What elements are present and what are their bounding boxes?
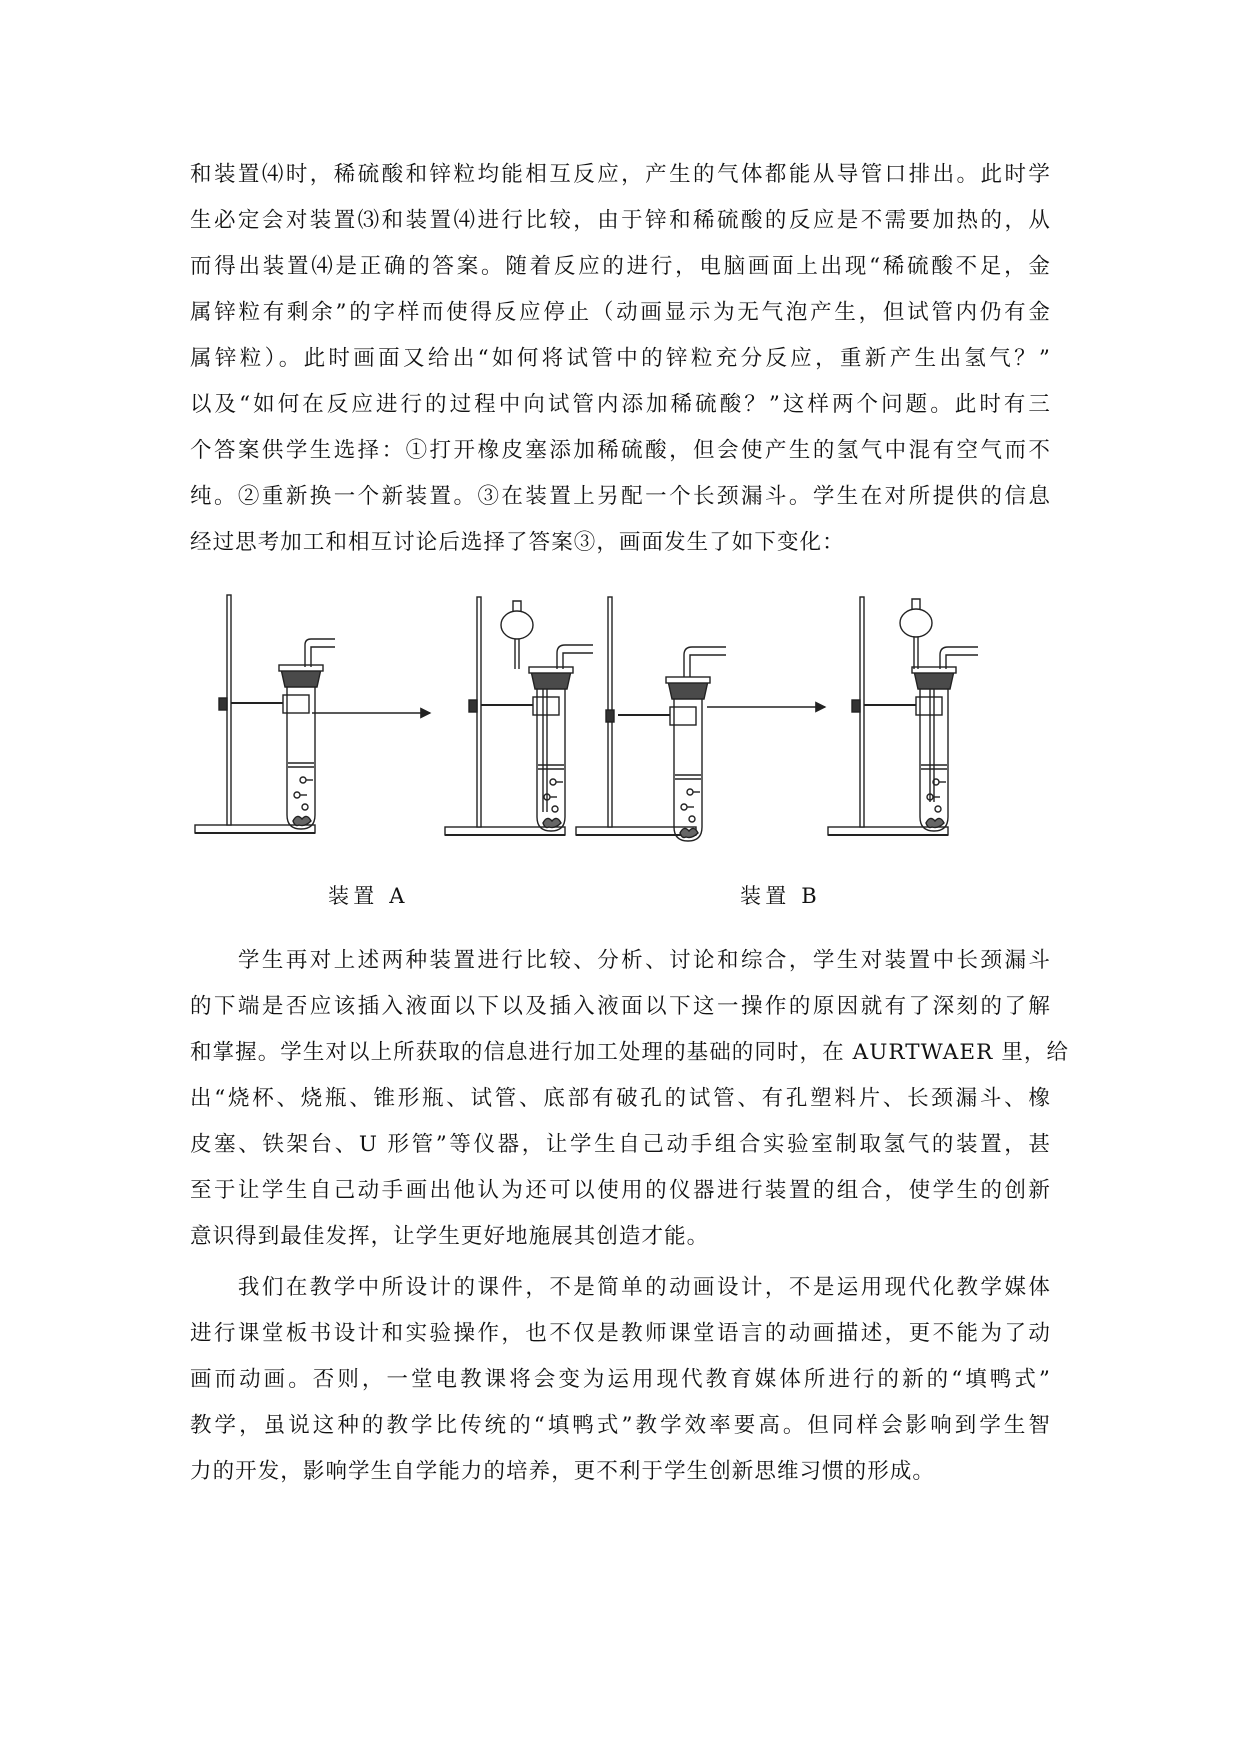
text-line: 至于让学生自己动手画出他认为还可以使用的仪器进行装置的组合，使学生的创新: [190, 1178, 1051, 1203]
text-line: 进行课堂板书设计和实验操作，也不仅是教师课堂语言的动画描述，更不能为了动: [190, 1321, 1051, 1346]
text-line: 而得出装置⑷是正确的答案。随着反应的进行，电脑画面上出现“稀硫酸不足，金: [190, 254, 1051, 279]
text-line: 意识得到最佳发挥，让学生更好地施展其创造才能。: [190, 1224, 710, 1249]
text-line: 个答案供学生选择：①打开橡皮塞添加稀硫酸，但会使产生的氢气中混有空气而不: [190, 438, 1051, 463]
paragraph-3: [190, 1265, 1051, 1495]
text-line: 纯。②重新换一个新装置。③在装置上另配一个长颈漏斗。学生在对所提供的信息: [190, 484, 1051, 509]
text-line: 生必定会对装置⑶和装置⑷进行比较，由于锌和稀硫酸的反应是不需要加热的，从: [190, 208, 1051, 233]
text-line: 我们在教学中所设计的课件，不是简单的动画设计，不是运用现代化教学媒体: [190, 1275, 1051, 1300]
text-line: 教学，虽说这种的教学比传统的“填鸭式”教学效率要高。但同样会影响到学生智: [190, 1413, 1051, 1438]
text-line: 和装置⑷时，稀硫酸和锌粒均能相互反应，产生的气体都能从导管口排出。此时学: [190, 162, 1051, 187]
caption-apparatus-b: 装置 B: [740, 884, 821, 908]
text-line: 画而动画。否则，一堂电教课将会变为运用现代教育媒体所进行的新的“填鸭式”: [190, 1367, 1051, 1392]
apparatus-a-before: [195, 595, 335, 833]
text-line: 属锌粒）。此时画面又给出“如何将试管中的锌粒充分反应，重新产生出氢气？”: [190, 346, 1051, 371]
text-line: 力的开发，影响学生自学能力的培养，更不利于学生创新思维习惯的形成。: [190, 1459, 935, 1484]
text-line: 学生再对上述两种装置进行比较、分析、讨论和综合，学生对装置中长颈漏斗: [190, 948, 1051, 973]
text-line: 属锌粒有剩余”的字样而使得反应停止（动画显示为无气泡产生，但试管内仍有金: [190, 300, 1051, 325]
text-line: 以及“如何在反应进行的过程中向试管内添加稀硫酸？”这样两个问题。此时有三: [190, 392, 1051, 417]
text-line: 和掌握。学生对以上所获取的信息进行加工处理的基础的同时，在 AURTWAER 里，给: [190, 1040, 1070, 1065]
paragraph-2: [190, 938, 1070, 1260]
apparatus-b-before: [576, 597, 726, 841]
caption-apparatus-a: 装置 A: [328, 884, 409, 908]
text-line: 出“烧杯、烧瓶、锥形瓶、试管、底部有破孔的试管、有孔塑料片、长颈漏斗、橡: [190, 1086, 1051, 1111]
text-line: 的下端是否应该插入液面以下以及插入液面以下这一操作的原因就有了深刻的了解: [190, 994, 1051, 1019]
text-line: 皮塞、铁架台、U 形管”等仪器，让学生自己动手组合实验室制取氢气的装置，甚: [190, 1132, 1051, 1157]
text-line: 经过思考加工和相互讨论后选择了答案③，画面发生了如下变化：: [190, 530, 845, 555]
apparatus-a-after: [445, 597, 593, 835]
apparatus-b-after: [828, 597, 978, 835]
